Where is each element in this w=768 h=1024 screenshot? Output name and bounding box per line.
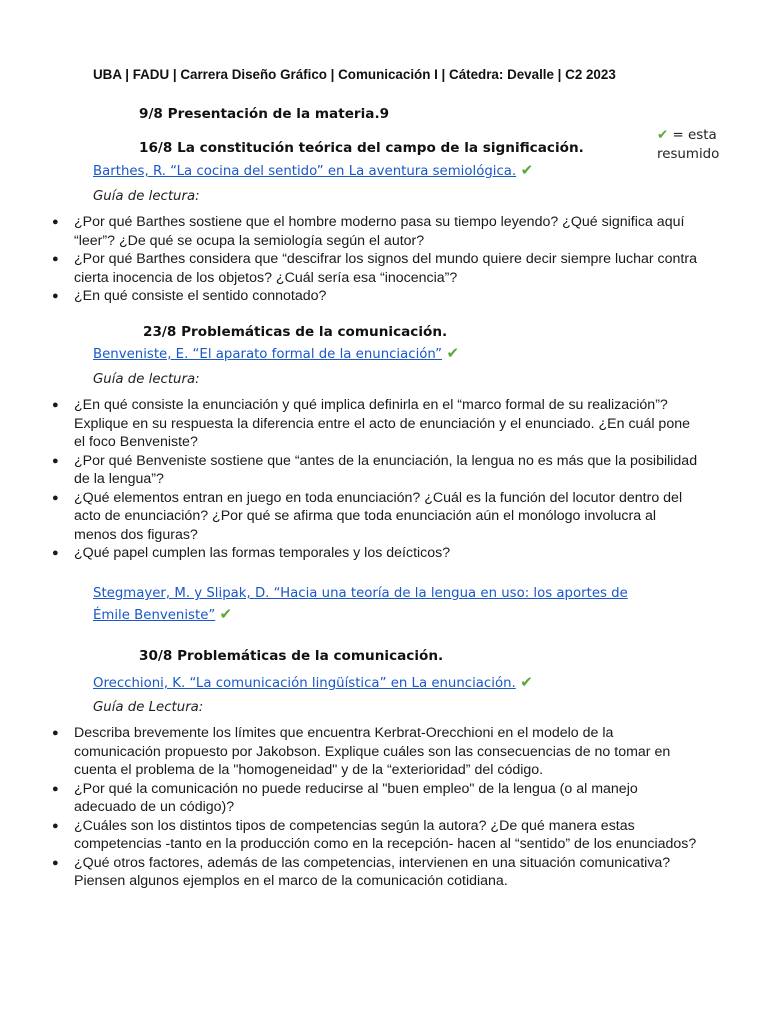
session-title: 23/8 Problemáticas de la comunicación.: [143, 324, 448, 340]
list-item: ● Describa brevemente los límites que encuentra Kerbrat-Orecchioni en el modelo de la comunicación propuesto por Jakobson. Explique cuáles son las consecuencias de no tomar en cuenta el problema de la "homogeneidad" y de la “exterioridad” del código.: [52, 725, 671, 778]
reading-link[interactable]: Barthes, R. “La cocina del sentido” en La aventura semiológica.: [93, 164, 517, 179]
list-item: ● ¿Por qué Barthes sostiene que el hombre moderno pasa su tiempo leyendo? ¿Qué significa aquí “leer”? ¿De qué se ocupa la semiología según el autor?: [52, 214, 685, 249]
check-icon: ✔: [446, 344, 460, 362]
question-list: [0, 213, 700, 306]
list-item: ● ¿Por qué Benveniste sostiene que “antes de la enunciación, la lengua no es más que la posibilidad de la lengua”?: [52, 452, 698, 487]
list-item: ● ¿Por qué Barthes considera que “descifrar los signos del mundo quiere decir siempre luchar contra cierta inocencia de los objetos? ¿Cuál sería esa “inocencia”?: [52, 251, 697, 286]
reading-line: [93, 161, 533, 180]
list-item: ● ¿Qué elementos entran en juego en toda enunciación? ¿Cuál es la función del locutor dentro del acto de enunciación? ¿Por qué se afirma que toda enunciación aún el monólogo involucra al menos dos figuras?: [52, 489, 683, 543]
session-title: 16/8 La constitución teórica del campo de la significación.: [139, 140, 584, 156]
list-item: ● ¿Por qué la comunicación no puede reducirse al "buen empleo" de la lengua (o al manejo adecuado de un código)?: [52, 780, 638, 815]
reading-guide-label: Guía de lectura:: [93, 189, 200, 204]
reading-link[interactable]: Orecchioni, K. “La comunicación lingüística” en La enunciación.: [93, 676, 516, 691]
list-item: ● ¿En qué consiste el sentido connotado?: [52, 288, 327, 304]
reading-line: [93, 344, 459, 363]
legend: [657, 126, 757, 164]
session-title: 30/8 Problemáticas de la comunicación.: [139, 648, 444, 664]
check-icon: ✔: [520, 161, 534, 179]
question-list: [0, 724, 700, 891]
check-icon: ✔: [219, 605, 233, 623]
reading-link[interactable]: Benveniste, E. “El aparato formal de la enunciación”: [93, 347, 443, 362]
session-title: 9/8 Presentación de la materia.9: [139, 106, 390, 122]
list-item: ● ¿Cuáles son los distintos tipos de competencias según la autora? ¿De qué manera estas competencias -tanto en la producción como en la recepción- hacen al “sentido” de los enunciados?: [52, 817, 697, 852]
reading-guide-label: Guía de Lectura:: [93, 700, 204, 715]
list-item: ● ¿Qué papel cumplen las formas temporales y los deícticos?: [52, 545, 451, 561]
list-item: ● ¿En qué consiste la enunciación y qué implica definirla en el “marco formal de su realización”? Explique en su respuesta la diferencia entre el acto de enunciación y el enunciado. ¿En cuál pone el foco Benveniste?: [52, 397, 690, 450]
reading-guide-label: Guía de lectura:: [93, 372, 200, 387]
document-header: UBA | FADU | Carrera Diseño Gráfico | Comunicación I | Cátedra: Devalle | C2 2023: [93, 67, 616, 82]
reading-line: [93, 583, 663, 626]
legend-text: = esta resumido: [657, 128, 720, 162]
check-icon: ✔: [520, 673, 533, 691]
reading-link[interactable]: Stegmayer, M. y Slipak, D. “Hacia una teoría de la lengua en uso: los aportes de Émile Benveniste”: [93, 586, 628, 623]
list-item: ● ¿Qué otros factores, además de las competencias, intervienen en una situación comunicativa? Piensen algunos ejemplos en el marco de la comunicación cotidiana.: [52, 854, 671, 889]
check-icon: ✔: [657, 128, 669, 143]
question-list: [0, 396, 700, 563]
reading-line: [93, 673, 533, 692]
